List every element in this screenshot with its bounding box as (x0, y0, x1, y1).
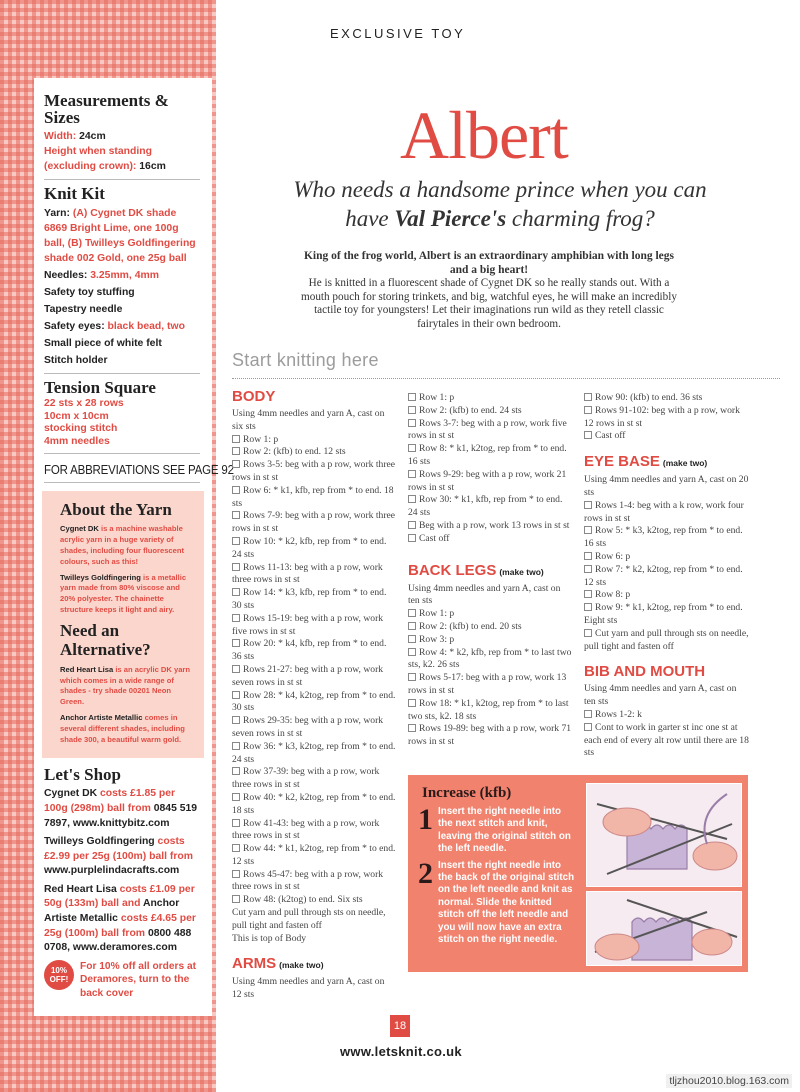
increase-box (408, 775, 748, 972)
checkbox-icon[interactable] (408, 609, 416, 617)
pattern-row: Row 41-43: beg with a p row, work three rows in st st (232, 817, 380, 842)
checkbox-icon[interactable] (232, 665, 240, 673)
pattern-row: Rows 1-4: beg with a k row, work four rows in st st (584, 499, 744, 524)
pattern-row: Row 1: p (232, 434, 396, 447)
pattern-row: Rows 19-89: beg with a p row, work 71 rows in st st (408, 723, 572, 748)
checkbox-icon[interactable] (408, 534, 416, 542)
website-link[interactable]: www.letsknit.co.uk (340, 1044, 462, 1059)
pattern-row: Cut yarn and pull through sts on needle, pull tight and fasten off (584, 627, 749, 652)
pattern-row: Row 20: * k4, kfb, rep from * to end. 36 sts (232, 638, 387, 663)
checkbox-icon[interactable] (408, 470, 416, 478)
pattern-row: Row 6: p (584, 551, 750, 564)
checkbox-icon[interactable] (232, 563, 240, 571)
pattern-row: Rows 9-29: beg with a p row, work 21 rows in st st (408, 468, 567, 493)
pattern-row: Rows 21-27: beg with a p row, work seven rows in st st (232, 663, 384, 688)
checkbox-icon[interactable] (408, 419, 416, 427)
arms-heading: ARMS (make two) (232, 955, 324, 973)
abbreviations-note: FOR ABBREVIATIONS SEE PAGE 92 (44, 463, 234, 478)
checkbox-icon[interactable] (232, 742, 240, 750)
subtitle-line-1: Who needs a handsome prince when you can (293, 177, 707, 202)
pattern-row: Row 9: * k1, k2tog, rep from * to end. Eight sts (584, 602, 743, 626)
pattern-row: Row 7: * k2, k2tog, rep from * to end. 12 sts (584, 563, 743, 588)
pattern-row: Row 1: p (408, 392, 574, 405)
pattern-row: Rows 91-102: beg with a p row, work 12 rows in st st (584, 404, 740, 429)
pattern-row: Row 10: * k2, kfb, rep from * to end. 24 sts (232, 535, 387, 560)
pattern-row: Row 28: * k4, k2tog, rep from * to end. 30 sts (232, 689, 396, 714)
divider (44, 482, 200, 483)
increase-step-1: 1 Insert the right needle into the next stitch and knit, leaving the original stitch on the left needle. (418, 803, 571, 855)
pattern-row: Row 44: * k1, k2tog, rep from * to end. 12 sts (232, 843, 396, 867)
column-1: BODY Using 4mm needles and yarn A, cast on six sts Row 1: p Row 2: (kfb) to end. 12 sts Rows 3-5: beg with a p row, work three rows in st st Row 6: * k1, kfb, rep from * to end. 18 sts Rows 7-9: beg with a p row, work three rows in st st Row 10: * k2, kfb, rep from * to end. 24 sts Rows 11-13: beg with a p row, work three rows in st st Row 14: * k3, kfb, rep from * to end. 30 sts Rows 15-19: beg with a p row, work five rows in st st Row 20: * k4, kfb, rep from * to end. 36 sts Rows 21-27: beg with a p row, work seven rows in st st Row 28: * k4, k2tog, rep from * to end. 30 sts Rows 29-35: beg with a p row, work seven rows in st st Row 36: * k3, k2tog, rep from * to end. 24 sts Row 37-39: beg with a p row, work three rows in st st Row 40: * k2, k2tog, rep from * to end. 18 sts Row 41-43: beg with a p row, work three rows in st st Row 44: * k1, k2tog, rep from * to end. 12 sts Rows 45-47: beg with a p row, work three rows in st st Row 48: (k2tog) to end. Six sts Cut yarn and pull through sts on needle, pull tight and fasten off This is top of Body ARMS (make two) Using 4mm needles and yarn A, cast on 12 sts (232, 388, 396, 1001)
checkbox-icon[interactable] (232, 793, 240, 801)
start-heading: Start knitting here (232, 350, 379, 370)
pattern-row: Rows 7-9: beg with a p row, work three rows in st st (232, 510, 396, 535)
checkbox-icon[interactable] (408, 393, 416, 401)
pattern-row: Row 90: (kfb) to end. 36 sts (584, 392, 750, 405)
checkbox-icon[interactable] (232, 614, 240, 622)
pattern-row: Rows 11-13: beg with a p row, work three rows in st st (232, 561, 383, 586)
back-legs-heading: BACK LEGS (make two) (408, 561, 544, 579)
tension-heading: Tension Square (44, 378, 156, 397)
pattern-row: Row 1: p (408, 608, 574, 621)
checkbox-icon[interactable] (232, 447, 240, 455)
checkbox-icon[interactable] (408, 406, 416, 414)
checkbox-icon[interactable] (584, 723, 592, 731)
checkbox-icon[interactable] (408, 724, 416, 732)
alternative-heading: Need an Alternative? (60, 620, 151, 659)
subtitle (250, 175, 750, 233)
knitting-illustration-2 (586, 891, 742, 966)
section-label: EXCLUSIVE TOY (330, 26, 466, 41)
pattern-row: Rows 3-5: beg with a p row, work three rows in st st (232, 459, 396, 483)
checkbox-icon[interactable] (232, 895, 240, 903)
page-title: Albert (400, 97, 568, 173)
checkbox-icon[interactable] (232, 844, 240, 852)
pattern-row: Cont to work in garter st inc one st at each end of every alt row until there are 18 sts (584, 721, 749, 759)
divider (44, 373, 200, 374)
pattern-row: Row 2: (kfb) to end. 12 sts (232, 446, 396, 459)
pattern-row: Row 48: (k2tog) to end. Six sts (232, 894, 396, 907)
bib-heading: BIB AND MOUTH (584, 663, 706, 681)
checkbox-icon[interactable] (232, 716, 240, 724)
checkbox-icon[interactable] (408, 635, 416, 643)
checkbox-icon[interactable] (232, 691, 240, 699)
checkbox-icon[interactable] (408, 699, 416, 707)
divider (44, 453, 200, 454)
shop-heading: Let's Shop (44, 765, 121, 785)
pattern-row: Row 6: * k1, kfb, rep from * to end. 18 sts (232, 484, 394, 509)
pattern-row: Cast off (584, 430, 750, 443)
divider (232, 378, 780, 379)
checkbox-icon[interactable] (232, 767, 240, 775)
checkbox-icon[interactable] (232, 511, 240, 519)
checkbox-icon[interactable] (232, 435, 240, 443)
measurements-heading: Measurements & Sizes (44, 91, 169, 127)
column-3: Row 90: (kfb) to end. 36 sts Rows 91-102: beg with a p row, work 12 rows in st st Cast off EYE BASE (make two) Using 4mm needles and yarn A, cast on 20 sts Rows 1-4: beg with a k row, work four rows in st st Row 5: * k3, k2tog, rep from * to end. 16 sts Row 6: p Row 7: * k2, k2tog, rep from * to end. 12 sts Row 8: p Row 9: * k1, k2tog, rep from * to end. Eight sts Cut yarn and pull through sts on needle, pull tight and fasten off BIB AND MOUTH Using 4mm needles and yarn A, cast on ten sts Rows 1-2: k Cont to work in garter st inc one st at each end of every alt row until there are 18 sts (584, 392, 749, 759)
pattern-row: Row 3: p (408, 634, 574, 647)
pattern-row: Row 2: (kfb) to end. 20 sts (408, 621, 574, 634)
pattern-row: Beg with a p row, work 13 rows in st st (408, 520, 574, 533)
eye-base-heading: EYE BASE (make two) (584, 453, 708, 471)
checkbox-icon[interactable] (584, 603, 592, 611)
checkbox-icon[interactable] (584, 431, 592, 439)
pattern-row: Row 5: * k3, k2tog, rep from * to end. 16 sts (584, 525, 743, 550)
checkbox-icon[interactable] (584, 501, 592, 509)
sidebar: Measurements & Sizes Width: 24cm Height when standing (excluding crown): 16cm Knit Kit Yarn: (A) Cygnet DK shade 6869 Bright Lime, one 100g ball, (B) Twilleys Goldfingering shade 002 Gold, one 25g ball Needles: 3.25mm, 4mm Safety toy stuffing Tapestry needle Safety eyes: black bead, two Small piece of white felt Stitch holder Tension Square 22 sts x 28 rows 10cm x 10cm stocking stitch 4mm needles FOR ABBREVIATIONS SEE PAGE 92 About the Yarn Cygnet DK is a machine washable acrylic yarn in a huge variety of shades, including four fluorescent colours, such as this! Twilleys Goldfingering is a metallic yarn made from 80% viscose and 20% polyester. The chainette structure keeps it light and airy. Need an Alternative? Red Heart Lisa is an acrylic DK yarn which comes in a wide range of shades - try shade 00201 Neon Green. Anchor Artiste Metallic comes in several different shades, including shade 300, a beautiful warm gold. Let's Shop Cygnet DK costs £1.85 per 100g (298m) ball from 0845 519 7897, www.knittybitz.com Twilleys Goldfingering costs £2.99 per 25g (100m) ball from www.purplelindacrafts.com Red Heart Lisa costs £1.09 per 50g (133m) ball and Anchor Artiste Metallic costs £4.65 per 25g (100m) ball from 0800 488 0708, www.deramores.com 10% OFF! For 10% off all orders at Deramores, turn to the back cover (34, 78, 212, 1016)
offer-text: For 10% off all orders at Deramores, turn to the back cover (80, 960, 197, 999)
knit-kit-heading: Knit Kit (44, 184, 105, 203)
intro-lead: King of the frog world, Albert is an extraordinary amphibian with long legs and a big heart! (303, 250, 675, 276)
increase-step-2: 2 Insert the right needle into the back of the original stitch on the left needle and knit as normal. Slide the knitted stitch off the left needle and you will now have an extra stitch on the right needle. (418, 856, 575, 946)
intro (298, 250, 680, 332)
subtitle-line-2: have Val Pierce's charming frog? (345, 206, 655, 231)
pattern-row: Row 14: * k3, kfb, rep from * to end. 30 sts (232, 587, 387, 611)
intro-text: He is knitted in a fluorescent shade of Cygnet DK so he really stands out. With a mouth pouch for storing trinkets, and big, watchful eyes, he will make an incredibly tactile toy for youngsters! Let their imaginations run wild as they retell classic fairytales in their own bedroom. (301, 277, 677, 330)
discount-badge: 10% OFF! (44, 960, 74, 990)
column-2: Row 1: p Row 2: (kfb) to end. 24 sts Rows 3-7: beg with a p row, work five rows in st st Row 8: * k1, k2tog, rep from * to end. 16 sts Rows 9-29: beg with a p row, work 21 rows in st st Row 30: * k1, kfb, rep from * to end. 24 sts Beg with a p row, work 13 rows in st st Cast off BACK LEGS (make two) Using 4mm needles and yarn A, cast on ten sts Row 1: p Row 2: (kfb) to end. 20 sts Row 3: p Row 4: * k2, kfb, rep from * to last two sts, k2. 26 sts Rows 5-17: beg with a p row, work 13 rows in st st Row 18: * k1, k2tog, rep from * to last two sts, k2. 18 sts Rows 19-89: beg with a p row, work 71 rows in st st (408, 392, 574, 749)
checkbox-icon[interactable] (408, 648, 416, 656)
checkbox-icon[interactable] (584, 590, 592, 598)
body-heading: BODY (232, 388, 276, 405)
checkbox-icon[interactable] (584, 526, 592, 534)
pattern-row: Rows 29-35: beg with a p row, work seven rows in st st (232, 715, 384, 739)
increase-heading: Increase (kfb) (422, 785, 512, 801)
pattern-row: Row 30: * k1, kfb, rep from * to end. 24 sts (408, 494, 563, 519)
pattern-row: Row 8: p (584, 589, 750, 602)
checkbox-icon[interactable] (232, 460, 240, 468)
checkbox-icon[interactable] (408, 622, 416, 630)
offer (44, 960, 200, 1001)
pattern-row: Row 40: * k2, k2tog, rep from * to end. 18 sts (232, 791, 396, 816)
checkbox-icon[interactable] (232, 588, 240, 596)
designer-name: Val Pierce's (394, 206, 507, 231)
pattern-row: Row 8: * k1, k2tog, rep from * to end. 16 sts (408, 443, 567, 467)
checkbox-icon[interactable] (232, 819, 240, 827)
pattern-row: Row 37-39: beg with a p row, work three rows in st st (232, 766, 380, 791)
checkbox-icon[interactable] (232, 486, 240, 494)
pattern-row: Row 36: * k3, k2tog, rep from * to end. 24 sts (232, 740, 396, 765)
pattern-row: Row 2: (kfb) to end. 24 sts (408, 405, 574, 418)
checkbox-icon[interactable] (408, 521, 416, 529)
page-number: 18 (390, 1015, 410, 1037)
checkbox-icon[interactable] (232, 870, 240, 878)
watermark-credit: tljzhou2010.blog.163.com (666, 1074, 792, 1088)
pattern-row: Row 4: * k2, kfb, rep from * to last two sts, k2. 26 sts (408, 646, 572, 671)
checkbox-icon[interactable] (584, 565, 592, 573)
shop-section: Let's Shop Cygnet DK costs £1.85 per 100g (298m) ball from 0845 519 7897, www.knittybitz.com Twilleys Goldfingering costs £2.99 per 25g (100m) ball from www.purplelindacrafts.com Red Heart Lisa costs £1.09 per 50g (133m) ball and Anchor Artiste Metallic costs £4.65 per 25g (100m) ball from 0800 488 0708, www.deramores.com 10% OFF! For 10% off all orders at Deramores, turn to the back cover (44, 766, 200, 1000)
knitting-illustration-1 (586, 783, 742, 887)
pattern-row: Rows 15-19: beg with a p row, work five rows in st st (232, 612, 384, 637)
checkbox-icon[interactable] (232, 639, 240, 647)
pattern-row: Rows 1-2: k (584, 709, 750, 722)
checkbox-icon[interactable] (232, 537, 240, 545)
pattern-row: Rows 3-7: beg with a p row, work five rows in st st (408, 417, 567, 442)
checkbox-icon[interactable] (584, 552, 592, 560)
checkbox-icon[interactable] (408, 495, 416, 503)
checkbox-icon[interactable] (584, 406, 592, 414)
about-yarn-heading: About the Yarn (60, 500, 172, 520)
pattern-row: Rows 5-17: beg with a p row, work 13 rows in st st (408, 672, 567, 696)
pattern-row: Rows 45-47: beg with a p row, work three rows in st st (232, 868, 384, 893)
divider (44, 179, 200, 180)
checkbox-icon[interactable] (408, 673, 416, 681)
checkbox-icon[interactable] (584, 710, 592, 718)
pattern-row: Cast off (408, 533, 574, 546)
pattern-row: Row 18: * k1, k2tog, rep from * to last two sts, k2. 18 sts (408, 697, 569, 722)
yarn-info-box: About the Yarn Cygnet DK is a machine washable acrylic yarn in a huge variety of shades, including four fluorescent colours, such as this! Twilleys Goldfingering is a metallic yarn made from 80% viscose and 20% polyester. The chainette structure keeps it light and airy. Need an Alternative? Red Heart Lisa is an acrylic DK yarn which comes in a wide range of shades - try shade 00201 Neon Green. Anchor Artiste Metallic comes in several different shades, including shade 300, a beautiful warm gold. (42, 491, 204, 758)
checkbox-icon[interactable] (584, 629, 592, 637)
checkbox-icon[interactable] (408, 444, 416, 452)
checkbox-icon[interactable] (584, 393, 592, 401)
